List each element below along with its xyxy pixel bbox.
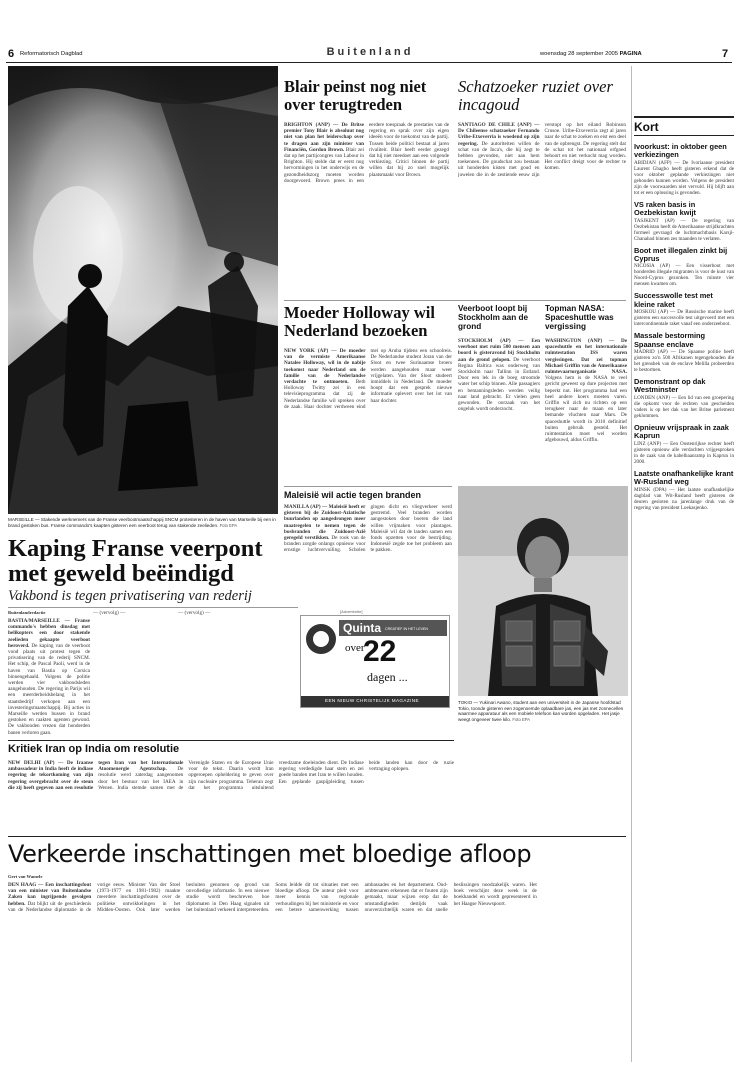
marseille-photo-credit: Foto EPA [219,522,238,528]
holloway-body [284,348,452,478]
page-number-right: 7 [722,48,729,60]
maleisie-text: De rook van de branden zorgde onlangs opnieuw voor ernstige luchtvervuiling. Scholen gingen dicht en vliegverkeer werd gestremd. Veel branden worden aangestoken door boeren die land willen vrijmaken voor plantages. Maleisië wil dat de landen samen een fonds opzetten voor de bestrijding. Indonesië zegde toe het probleem aan te pakken. [284,504,452,554]
tokio-photo [458,486,628,696]
kort-item-headline: Laatste onafhankelijke krant W-Rusland weg [634,468,734,487]
holloway-headline: Moeder Holloway wil Nederland bezoeken [284,303,435,340]
kort-item-headline: Demonstrant op dak Westminster [634,377,706,395]
blair-body [284,122,449,290]
topman-text: Volgens hem is de NASA te veel gericht geweest op dure projecten met beperkt nut. Het programma had een heel andere koers moeten varen. Griffin wil zich nu richten op een terugkeer naar de maan en later bemande vluchten naar Mars. De spaceshuttle wordt in 2010 definitief buiten gebruik gesteld. Het ruimtestation moet wel worden afgebouwd, aldus Griffin. [545,375,627,444]
kort-item-body: MINSK (DPA) — Het laatste onafhankelijke dagblad van Wit-Rusland heeft gisteren de deuren gesloten na jarenlange druk van de regering van president Loekasjenko. [634,486,734,511]
kort-item [634,247,734,288]
paper-name: Reformatorisch Dagblad [20,51,83,57]
kort-item-body: NICOSIA (AP) — Een visserboot met honderden illegale migranten is voor de kust van Noord-Cyprus gezonken. Ten minste vier mensen kwamen om. [634,263,734,288]
quinta-logo-inner [313,631,329,647]
marseille-headline: Kaping Franse veerpont met geweld beëindigd [8,535,263,587]
marseille-photo [8,66,278,514]
maleisie-body [284,504,452,606]
verkeerde-body [8,882,626,1062]
upper-middle-rule [284,300,626,301]
iran-body [8,760,454,830]
section-title: Buitenland [326,46,414,58]
quinta-advert[interactable] [300,615,450,708]
kort-item-body: MADRID (AP) — De Spaanse politie heeft gisteren zo'n 500 Afrikanen tegengehouden die het grenshek van de enclave Melilla probeerden te bestormen. [634,349,734,374]
kort-item [634,292,734,327]
veerboot-text: De veerboot Regina Baltica was onderweg van Stockholm naar Tallinn in Estland. Door een lek in de boeg stroomde water het schip binnen. Alle passagiers en bemanningsleden werden veilig naar land gebracht. Er vielen geen gewonden. De oorzaak van het ongeluk wordt onderzocht. [458,356,540,413]
quinta-tagline: CREATIEF IN HET LEVEN [385,627,428,631]
blair-lead: BRIGHTON (ANP) — De Britse premier Tony Blair is absoluut nog niet van plan het leiderschap over te dragen aan zijn minister van Financiën, Gordon Brown. [284,122,364,153]
kort-item-headline: Ivoorkust: in oktober geen verkiezingen [634,142,727,160]
header-rule [6,62,732,63]
blair-headline: Blair peinst nog niet over terugtreden [284,77,427,114]
veerboot-headline: Veerboot loopt bij Stockholm aan de grond [458,304,529,332]
kort-list [634,138,734,1062]
marseille-photo-caption [8,517,276,528]
kort-item-headline: VS raken basis in Oezbekistan kwijt [634,199,697,218]
marseille-body-col2: — (vervolg) — [93,610,126,616]
topman-lead: WASHINGTON (ANP) — De spaceshuttle en het internationale ruimtestation ISS waren vergissingen. Dat zei topman Michael Griffin van de Amerikaanse ruimtevaartorganisatie NASA. [545,338,627,376]
marseille-body-col1 [8,618,90,748]
topman-body [545,338,627,478]
veerboot-lead: STOCKHOLM (AP) — Een veerboot met ruim 500 mensen aan boord is gisteravond bij Stockholm aan de grond gelopen. [458,338,540,363]
marseille-lead: BASTIA/MARSEILLE — Franse commando's hebben dinsdag met helikopters een door stakende zeelieden gekaapte veerboot heroverd. [8,618,90,649]
verkeerde-top-rule [8,836,626,837]
kort-divider [631,66,632,1062]
kort-title: Kort [634,120,659,134]
quinta-footer: EEN NIEUW CHRISTELIJK MAGAZINE [325,698,419,703]
verkeerde-byline: Gert van Wamele [8,874,43,879]
holloway-text: Beth Holloway Twitty zei in een televisieprogramma dat zij de Nederlandse familie wil spreken over de zaak. Haar dochter verdween eind mei op Aruba tijdens een schoolreis. De Nederlandse student Joran van der Sloot en twee Surinaamse broers werden aangehouden maar weer vrijgelaten. Van der Sloot studeert inmiddels in Nederland. De moeder hoopt dat een gesprek nieuwe informatie oplevert over het lot van haar dochter. [284,348,452,410]
maleisie-lead: MANILLA (AP) — Maleisië heeft er gisteren bij de Zuidoost-Aziatische buurlanden op aangedrongen meer maatregelen te nemen tegen de bosbranden die Zuidoost-Azië geregeld verstikken. [284,504,366,542]
kort-item-headline: Opnieuw vrijspraak in zaak Kaprun [634,422,729,441]
page-label: PAGINA [619,51,642,57]
quinta-over: over [345,642,365,654]
verkeerde-text: Dat blijkt uit de geschiedenis van de Nederlandse diplomatie in de vorige eeuw. Minister Van der Stoel (1973-1977 en 1981-1982) maakte meerdere inschattingsfouten over de politieke ontwikkelingen in het Midden-Oosten. Ook later werden besluiten genomen op grond van onvolledige informatie. In een nieuwe studie wordt beschreven hoe diplomaten in Den Haag signalen uit het buitenland verkeerd interpreteerden. Soms leidde dit tot situaties met een bloedige afloop. De auteur pleit voor meer kennis van regionale verhoudingen bij het ministerie en voor een betere samenwerking tussen ambassades en het departement. Oud-ambtenaren erkennen dat er fouten zijn gemaakt, maar wijzen erop dat de omstandigheden destijds vaak onoverzichtelijk waren en dat snelle beslissingen noodzakelijk waren. Het boek verschijnt deze week in de boekhandel en wordt gepresenteerd in het Haagse Nieuwspoort. [8,882,537,913]
iran-text: De resolutie werd zaterdag aangenomen door het bestuur van het IAEA in Wenen. India stemde samen met de Verenigde Staten en de Europese Unie voor de tekst. Daarin wordt Iran opgeroepen opheldering te geven over zijn nucleaire programma. Teheran zegt dat het programma uitsluitend vreedzame doeleinden dient. De Indiase regering verdedigde haar stem en zei goede banden met Iran te willen houden. Een geplande gaspijpleiding tussen beide landen kan door de ruzie vertraging oplopen. [98,760,454,791]
verkeerde-lead: DEN HAAG — Een inschattingsfout van een minister van Buitenlandse Zaken kan ingrijpende gevolgen hebben. [8,882,92,907]
kort-header [634,116,734,136]
tokio-caption-text: TOKIO — Yukinari Awano, student aan een universiteit in de Japanse hoofdstad Tokio, toonde gisteren een zogenoemde oplaadbare jas, een jas met zonnecellen waarmee apparatuur als een mobiele telefoon kan worden opgeladen. Het jasje weegt ongeveer twee kilo. [458,700,624,722]
kort-item [634,143,734,196]
tokio-caption [458,700,628,722]
date-text: woensdag 28 september 2005 [540,51,618,57]
kort-item [634,378,734,419]
marseille-body: De kaping van de veerboot vond plaats uit protest tegen de privatisering van de rederij SNCM. Het schip, de Pascal Paoli, werd in de haven van Bastia op Corsica binnengehaald. Volgens de politie werden vier vakbondsleden aangehouden. De regering in Parijs wil een meerderheidsbelang in het staatsbedrijf verkopen aan een investeringsmaatschappij. Bij acties in Marseille werden bussen in brand gestoken en raakten agenten gewond. De vakbonden vrezen dat honderden banen verloren gaan. [8,642,90,736]
kort-item-headline: Boot met illegalen zinkt bij Cyprus [634,245,728,264]
kort-item-body: LONDEN (ANP) — Een lid van een groepering die opkomt voor de rechten van gescheiden vaders is op het dak van het Britse parlement geklommen. [634,394,734,419]
marseille-byline: Buitenlandredactie [8,610,46,615]
tokio-credit: Foto EPA [512,716,531,722]
kort-item [634,201,734,242]
kort-item [634,470,734,511]
kort-item-body: MOSKOU (AP) — De Russische marine heeft gisteren een succesvolle test uitgevoerd met een intercontinentale raket vanaf een onderzeeboot. [634,309,734,328]
quinta-dagen: dagen ... [367,670,408,684]
kort-item-body: TASJKENT (AP) — De regering van Oezbekistan heeft de Amerikaanse strijdkrachten formeel gevraagd de luchtmachtbasis Karsji-Chanabad binnen zes maanden te verlaten. [634,217,734,242]
kort-item [634,332,734,373]
kort-item-headline: Massale bestorming Spaanse enclave [634,331,706,349]
kort-item [634,424,734,465]
veerboot-body [458,338,540,478]
schatzoeker-lead: SANTIAGO DE CHILE (ANP) — De Chileense schatzoeker Fernando Uribe-Etxeverria is woedend op zijn regering. [458,122,540,147]
maleisie-headline: Maleisië wil actie tegen branden [284,490,422,500]
marseille-body-col3: — (vervolg) — [178,610,211,616]
holloway-lead: NEW YORK (AP) — De moeder van de vermiste Amerikaanse Natalee Holloway, wil in de nabije toekomst naar Nederland om de familie van de Nederlandse verdachte te ontmoeten. [284,348,366,386]
student-jacket-photo [458,486,628,696]
marseille-subhead: Vakbond is tegen privatisering van rederij [8,588,252,604]
quinta-number: 22 [363,635,397,668]
verkeerde-headline: Verkeerde inschattingen met bloedige afloop [8,840,532,868]
schatzoeker-headline: Schatzoeker ruziet over incagoud [458,77,613,114]
schatzoeker-body [458,122,626,290]
kort-item-body: LINZ (ANP) — Een Oostenrijkse rechter heeft gisteren opnieuw alle verdachten vrijgesproken in de zaak van de kabelbaanramp in Kaprun in 2000. [634,440,734,465]
marseille-caption-text: MARSEILLE — Stakende werknemers van de Franse veerbootmaatschappij SNCM protesteren in de haven van Marseille bij een in brand gestoken bus. Franse commando's kaapten gisteren een veerboot terug van stakende zeelieden. [8,517,276,528]
schatzoeker-text: De autoriteiten willen de schat van de Inca's, die hij zegt te hebben gevonden, niet aan hem toekennen. De goudschat zou bestaan uit honderden kisten met goud en juwelen die in de zestiende eeuw zijn verstopt op het eiland Robinson Crusoe. Uribe-Etxeverria zegt al jaren naar de schat te zoeken en eist een deel van de opbrengst. De regering stelt dat de schat tot het nationaal erfgoed behoort en niet verkocht mag worden. Het conflict dreigt voor de rechter te komen. [458,122,626,178]
iran-lead: NEW DELHI (AP) — De Iraanse ambassadeur in India heeft de indiase regering de tekortkoming van zijn regering overgebracht over de steun die zij heeft gegeven aan een resolutie tegen Iran van het Internationale Atoomenergie Agentschap. [8,760,184,791]
header-date [540,51,642,57]
kort-item-headline: Successwolle test met kleine raket [634,291,713,309]
blair-text: Blair zei dat op het partijcongres van Labour in Brighton. Hij stelde dat er eerst nog hervormingen in het onderwijs en de gezondheidszorg moeten worden doorgevoerd. Brown prees in een eerdere toespraak de prestaties van de regering en sprak over zijn eigen ideeën voor de toekomst van de partij. Tussen beide politici bestaat al jaren rivaliteit. Blair heeft eerder gezegd dat hij niet meedoet aan een volgende verkiezing. Critici binnen de partij willen dat hij zo snel mogelijk plaatsmaakt voor Brown. [284,122,449,184]
iran-top-rule [8,740,454,741]
kort-item-body: ABIDJAN (AFP) — De Ivoriaanse president Laurent Gbagbo heeft gisteren erkend dat de voor oktober geplande verkiezingen niet gehouden kunnen worden. Volgens de president zijn de voorwaarden niet vervuld. Hij blijft aan tot er een oplossing is gevonden. [634,159,734,196]
maleisie-rule [284,486,452,487]
topman-headline: Topman NASA: Spaceshuttle was vergissing [545,304,614,332]
page-number-left: 6 [8,48,15,60]
quinta-brand: Quinta [343,621,381,635]
advert-label: [Advertentie] [340,609,363,614]
iran-headline: Kritiek Iran op India om resolutie [8,743,180,755]
protest-photo-graphic [8,66,278,514]
marseille-sub-rule [8,607,298,608]
